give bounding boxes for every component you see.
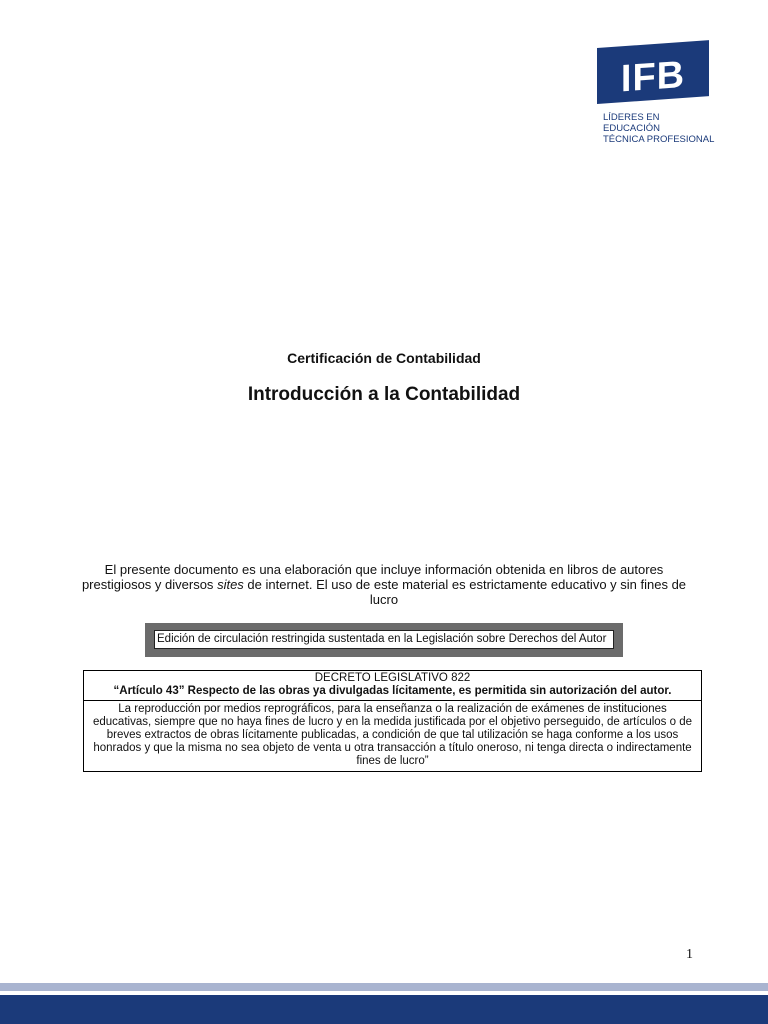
decree-number: DECRETO LEGISLATIVO 822 xyxy=(314,672,471,684)
logo-tagline-line-1: LÍDERES EN EDUCACIÓN xyxy=(603,112,661,134)
footer-light-stripe xyxy=(0,983,768,991)
document-subtitle: Certificación de Contabilidad xyxy=(287,350,481,366)
document-title: Introducción a la Contabilidad xyxy=(247,384,521,405)
logo-tagline-line-2: TÉCNICA PROFESIONAL xyxy=(603,134,715,145)
ifb-logo xyxy=(597,42,719,145)
decree-body: La reproducción por medios reprográficos, para la enseñanza o la realización de exámenes de instituciones educativas, siempre que no haya fines de lucro y en la medida justificada por el objetivo perseguido, de artículos o de breves extractos de obras lícitamente publicadas, a condición de que tal utilización se haga conforme a los usos honrados y que la misma no sea objeto de venta u otra transacción a título oneroso, ni tenga directa o indirectamente fines de lucro” xyxy=(93,703,692,767)
logo-text: IFB xyxy=(620,53,686,101)
edition-notice: Edición de circulación restringida sustentada en la Legislación sobre Derechos del Autor xyxy=(154,630,614,649)
page-number: 1 xyxy=(686,947,693,962)
decree-header xyxy=(84,671,701,701)
footer-brand-bar xyxy=(0,995,768,1024)
intro-text-2: de internet. El uso de este material es estrictamente educativo y sin fines de lucro xyxy=(243,577,687,607)
decree-box xyxy=(83,670,702,772)
logo-tagline xyxy=(603,112,719,145)
decree-article: “Artículo 43” Respecto de las obras ya divulgadas lícitamente, es permitida sin autorización del autor. xyxy=(113,685,672,697)
intro-paragraph xyxy=(80,562,688,607)
intro-text-italic: sites xyxy=(217,577,244,592)
intro-text-1: El presente documento es una elaboración que incluye información obtenida en libros de autores prestigiosos y diversos xyxy=(81,562,664,592)
edition-notice-frame xyxy=(145,623,623,657)
logo-mark xyxy=(597,40,709,104)
